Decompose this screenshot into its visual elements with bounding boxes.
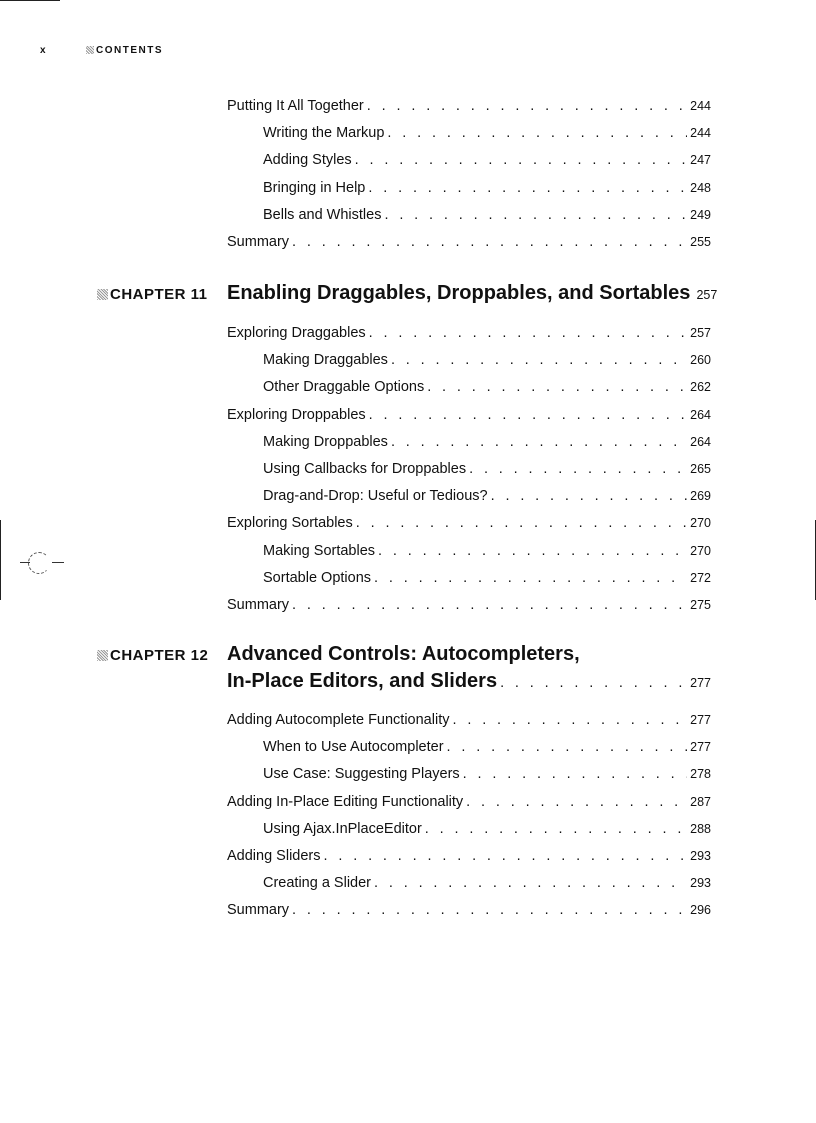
leader-dots: [324, 848, 688, 864]
leader-dots: [500, 675, 687, 691]
chapter-12-page: 277: [690, 676, 711, 690]
toc-entry-page: 249: [690, 207, 711, 222]
toc-entry-page: 264: [690, 434, 711, 449]
chapter-12-title-line1: Advanced Controls: Autocompleters,: [227, 643, 580, 665]
toc-entry[interactable]: [227, 597, 711, 613]
toc-entry[interactable]: [263, 766, 711, 782]
leader-dots: [374, 875, 687, 891]
toc-entry-title: Summary: [227, 234, 290, 250]
toc-entry-page: 248: [690, 180, 711, 195]
toc-entry[interactable]: [227, 902, 711, 918]
toc-entry[interactable]: [263, 434, 711, 450]
toc-entry-title: Creating a Slider: [263, 875, 371, 892]
leader-dots: [355, 152, 687, 168]
toc-entry[interactable]: [263, 180, 711, 196]
toc-entry-title: Adding Styles: [263, 152, 352, 169]
leader-dots: [391, 434, 687, 450]
toc-entry-page: 288: [690, 821, 711, 836]
chapter-12-title-line2: In-Place Editors, and Sliders: [227, 670, 498, 692]
toc-entry-page: 244: [690, 126, 711, 141]
toc-entry-title: Other Draggable Options: [263, 379, 425, 396]
toc-entry-page: 269: [690, 489, 711, 504]
toc-entry[interactable]: [263, 125, 711, 141]
toc-entry[interactable]: [227, 407, 711, 423]
toc-entry-page: 270: [690, 516, 711, 531]
leader-dots: [466, 794, 687, 810]
toc-entry-page: 293: [690, 849, 711, 863]
toc-entry-title: When to Use Autocompleter: [263, 739, 444, 756]
toc-entry[interactable]: [263, 875, 711, 891]
toc-entry-title: Drag-and-Drop: Useful or Tedious?: [263, 488, 488, 505]
leader-dots: [292, 902, 687, 918]
toc-entry[interactable]: [263, 570, 711, 586]
toc-entry[interactable]: [263, 207, 711, 223]
leader-dots: [369, 407, 688, 423]
registration-circle: [28, 552, 50, 574]
toc-entry[interactable]: [227, 325, 711, 341]
leader-dots: [387, 125, 687, 141]
toc-entry[interactable]: [227, 515, 711, 531]
toc-entry-page: 275: [690, 598, 711, 612]
toc-entry[interactable]: [263, 488, 711, 504]
toc-entry-page: 265: [690, 462, 711, 476]
toc-entry-title: Bells and Whistles: [263, 206, 382, 223]
toc-entry-title: Exploring Droppables: [227, 406, 366, 423]
toc-entry-title: Putting It All Together: [227, 98, 364, 114]
toc-entry-page: 255: [690, 235, 711, 249]
chapter-12-label: CHAPTER 12: [97, 647, 208, 664]
chapter-11-label: CHAPTER 11: [97, 286, 208, 303]
chapter-11-title: Enabling Draggables, Droppables, and Sortables: [227, 282, 691, 304]
toc-entry-page: 247: [690, 153, 711, 168]
leader-dots: [368, 180, 687, 196]
toc-entry[interactable]: [263, 379, 711, 395]
toc-entry-title: Making Draggables: [263, 352, 388, 369]
toc-entry[interactable]: [263, 739, 711, 755]
page-number: x: [40, 45, 48, 56]
toc-entry-page: 287: [690, 794, 711, 809]
toc-entry-title: Sortable Options: [263, 569, 372, 586]
toc-entry-page: 260: [690, 353, 711, 368]
toc-entry-page: 296: [690, 903, 711, 918]
toc-entry[interactable]: [227, 794, 711, 810]
top-rule: [0, 0, 60, 1]
toc-entry[interactable]: [263, 543, 711, 559]
leader-dots: [463, 766, 687, 782]
section-title: CONTENTS: [86, 45, 163, 56]
leader-dots: [491, 488, 688, 504]
toc-entry[interactable]: [227, 234, 711, 250]
toc-entry[interactable]: [263, 352, 711, 368]
leader-dots: [292, 234, 687, 250]
leader-dots: [292, 597, 687, 613]
toc-entry-title: Summary: [227, 597, 290, 613]
chapter-11-page: 257: [696, 288, 718, 302]
toc-entry[interactable]: [263, 821, 711, 837]
toc-entry[interactable]: [263, 152, 711, 168]
toc-entry-page: 277: [690, 740, 711, 755]
toc-entry-title: Bringing in Help: [263, 179, 366, 196]
leader-dots: [374, 570, 687, 586]
chapter-11-title-row[interactable]: [227, 282, 718, 305]
leader-dots: [367, 98, 687, 114]
leader-dots: [384, 207, 687, 223]
toc-entry-title: Exploring Draggables: [227, 325, 366, 341]
toc-entry-title: Making Sortables: [263, 542, 376, 559]
leader-dots: [356, 515, 687, 531]
toc-entry[interactable]: [227, 712, 711, 728]
leader-dots: [427, 379, 687, 395]
leader-dots: [452, 712, 687, 728]
toc-entry-page: 277: [690, 713, 711, 727]
toc-entry-title: Exploring Sortables: [227, 515, 353, 532]
toc-entry[interactable]: [227, 848, 711, 864]
leader-dots: [447, 739, 688, 755]
toc-entry-title: Adding In-Place Editing Functionality: [227, 793, 464, 810]
toc-entry-title: Use Case: Suggesting Players: [263, 766, 460, 783]
toc-entry-page: 293: [690, 876, 711, 891]
toc-entry-page: 272: [690, 570, 711, 585]
toc-entry-title: Writing the Markup: [263, 125, 385, 142]
leader-dots: [391, 352, 687, 368]
toc-entry[interactable]: [263, 461, 711, 477]
toc-entry-title: Using Callbacks for Droppables: [263, 461, 467, 477]
toc-entry-title: Adding Sliders: [227, 848, 321, 864]
toc-entry-page: 262: [690, 380, 711, 395]
toc-entry-page: 244: [690, 99, 711, 113]
toc-entry-page: 278: [690, 767, 711, 782]
crop-mark-left: [0, 520, 1, 600]
toc-entry-title: Adding Autocomplete Functionality: [227, 712, 450, 728]
toc-entry-title: Making Droppables: [263, 433, 388, 450]
toc-entry-title: Using Ajax.InPlaceEditor: [263, 820, 422, 837]
toc-entry-page: 270: [690, 543, 711, 558]
toc-entry-page: 257: [690, 326, 711, 340]
toc-entry-title: Summary: [227, 902, 290, 919]
running-header: [40, 45, 163, 56]
leader-dots: [378, 543, 687, 559]
toc-entry[interactable]: [227, 98, 711, 114]
chapter-12-title-row[interactable]: [227, 670, 711, 693]
toc-entry-page: 264: [690, 407, 711, 422]
leader-dots: [369, 325, 688, 341]
leader-dots: [425, 821, 687, 837]
leader-dots: [469, 461, 687, 477]
